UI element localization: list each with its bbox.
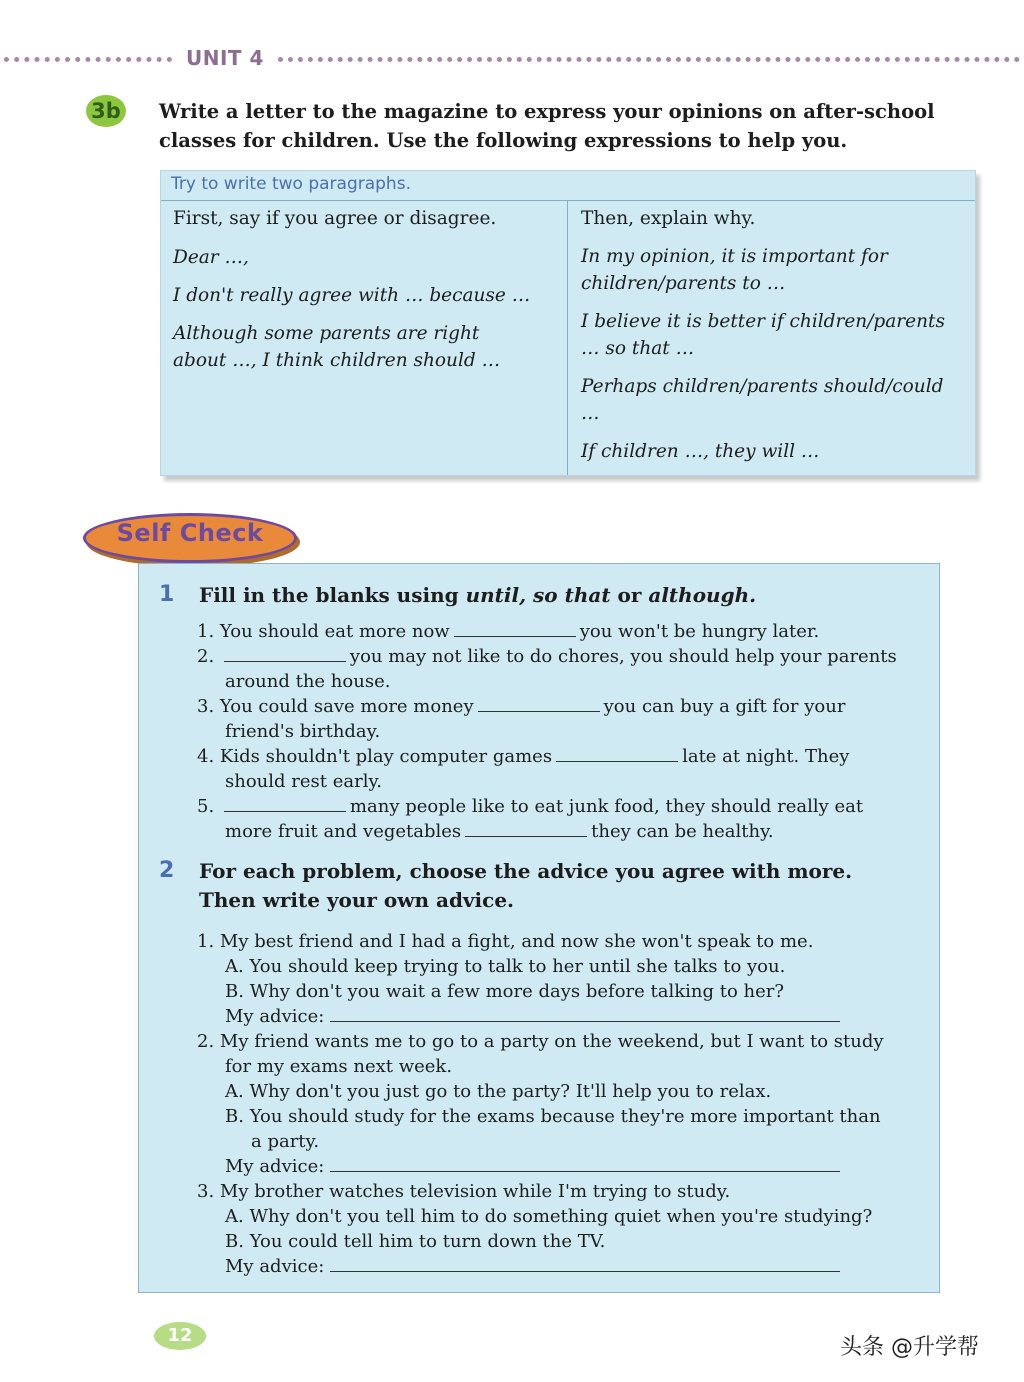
advice-blank[interactable] [330,1005,840,1022]
option-letter: B. [225,1231,244,1252]
item-number: 1. [197,621,215,642]
item-text: late at night. They [682,746,850,767]
option-letter: A. [225,1206,244,1227]
item-text: Kids shouldn't play computer games [219,746,553,767]
option-text: You could tell him to turn down the TV. [249,1231,606,1252]
option-b-cont: a party. [251,1131,320,1152]
option-letter: B. [225,981,244,1002]
answer-blank[interactable] [224,645,346,662]
option-letter: B. [225,1106,244,1127]
q1-item-cont: around the house. [225,671,391,692]
right-col-expression: In my opinion, it is important for [581,246,888,267]
title-part: or [610,583,649,607]
answer-blank[interactable] [465,820,587,837]
problem-number: 2. [197,1031,215,1052]
right-col-expression: … so that … [581,338,695,359]
problem-number: 1. [197,931,215,952]
problem-text: My friend wants me to go to a party on the weekend, but I want to study [219,1031,884,1052]
option-b [225,1229,605,1254]
left-col-expression: about …, I think children should … [173,350,501,371]
advice-blank[interactable] [330,1155,840,1172]
self-check-label: Self Check [116,519,264,547]
item-text: more fruit and vegetables [225,821,462,842]
left-col-expression: Dear …, [173,247,249,268]
question-2-title: Then write your own advice. [199,888,515,912]
header-dots-right [278,57,1020,62]
option-text: You should keep trying to talk to her until she talks to you. [249,956,786,977]
right-col-expression: Perhaps children/parents should/could [581,376,944,397]
right-col-expression: I believe it is better if children/parents [581,311,945,332]
answer-blank[interactable] [556,745,678,762]
question-1-title [199,580,756,610]
item-text: You should eat more now [219,621,450,642]
option-b [225,1104,881,1129]
item-number: 2. [197,646,215,667]
option-b [225,979,784,1004]
title-part: Fill in the blanks using [199,583,466,607]
q1-item [197,619,819,644]
q1-item [197,694,845,719]
column-divider [567,201,568,475]
expressions-box-title: Try to write two paragraphs. [171,174,411,194]
q1-item [197,794,863,819]
right-col-expression: … [581,403,600,424]
advice-blank[interactable] [330,1255,840,1272]
answer-blank[interactable] [454,620,576,637]
right-col-expression: children/parents to … [581,273,786,294]
unit-title: UNIT 4 [186,46,264,70]
expressions-box [160,170,976,476]
option-a [225,1204,872,1229]
advice-label: My advice: [225,1256,325,1277]
question-number: 2 [159,858,175,883]
q1-item-cont [225,819,774,844]
page-number: 12 [154,1322,206,1350]
title-keyword: although. [648,583,757,607]
task-3b-badge: 3b [86,95,126,127]
item-text: many people like to eat junk food, they should really eat [349,796,864,817]
header-dots-left [4,57,172,62]
item-number: 3. [197,696,215,717]
problem-text: My best friend and I had a fight, and now she won't speak to me. [219,931,814,952]
left-col-heading: First, say if you agree or disagree. [173,208,497,229]
option-text: You should study for the exams because they're more important than [249,1106,881,1127]
title-keyword: until, so that [465,583,611,607]
advice-label: My advice: [225,1006,325,1027]
instruction-line: classes for children. Use the following expressions to help you. [159,129,848,152]
option-text: Why don't you wait a few more days before talking to her? [249,981,785,1002]
problem-cont: for my exams next week. [225,1056,453,1077]
right-col-expression: If children …, they will … [581,441,820,462]
option-letter: A. [225,956,244,977]
q1-item-cont: friend's birthday. [225,721,381,742]
watermark: 头条 @升学帮 [840,1335,979,1360]
item-text: you won't be hungry later. [579,621,820,642]
problem [197,929,813,954]
my-advice-row [225,1004,840,1029]
my-advice-row [225,1254,840,1279]
question-2-title: For each problem, choose the advice you agree with more. [199,859,853,883]
option-text: Why don't you just go to the party? It'll help you to relax. [249,1081,772,1102]
problem [197,1179,730,1204]
problem [197,1029,884,1054]
q1-item-cont: should rest early. [225,771,382,792]
answer-blank[interactable] [478,695,600,712]
left-col-expression: Although some parents are right [173,323,480,344]
self-check-box [138,563,940,1293]
left-col-expression: I don't really agree with … because … [173,285,531,306]
right-col-heading: Then, explain why. [581,208,756,229]
task-3b-instruction [159,97,979,155]
instruction-line: Write a letter to the magazine to express your opinions on after-school [159,100,935,123]
option-a [225,954,785,979]
item-text: you may not like to do chores, you should help your parents [349,646,897,667]
expressions-box-header [161,171,975,201]
question-number: 1 [159,582,175,607]
option-a [225,1079,771,1104]
item-number: 4. [197,746,215,767]
my-advice-row [225,1154,840,1179]
option-letter: A. [225,1081,244,1102]
q1-item [197,644,897,669]
item-text: You could save more money [219,696,474,717]
item-text: they can be healthy. [591,821,774,842]
problem-number: 3. [197,1181,215,1202]
problem-text: My brother watches television while I'm trying to study. [219,1181,731,1202]
option-text: Why don't you tell him to do something quiet when you're studying? [249,1206,873,1227]
q1-item [197,744,849,769]
item-text: you can buy a gift for your [603,696,846,717]
item-number: 5. [197,796,215,817]
answer-blank[interactable] [224,795,346,812]
advice-label: My advice: [225,1156,325,1177]
